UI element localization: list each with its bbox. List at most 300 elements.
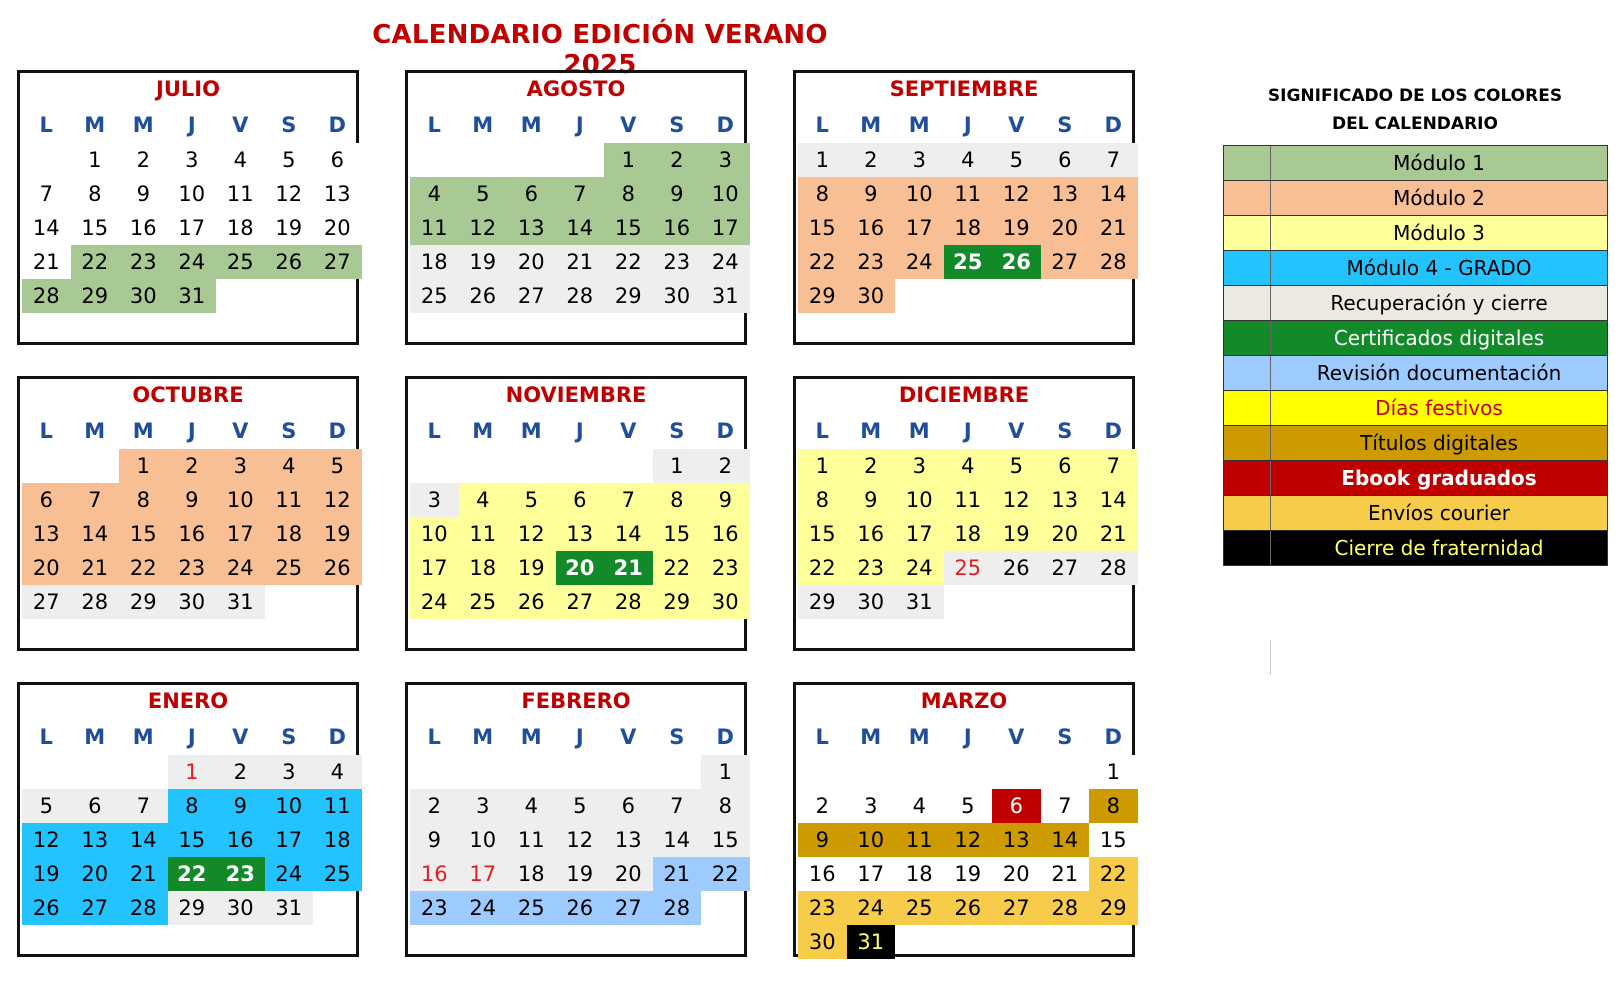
weekday-header: D (716, 113, 734, 137)
day-cell: 13 (992, 823, 1041, 857)
day-cell: 15 (798, 517, 847, 551)
day-cell: 16 (216, 823, 265, 857)
day-cell: 6 (71, 789, 120, 823)
day-cell: 10 (265, 789, 314, 823)
day-cell: 28 (604, 585, 653, 619)
day-cell: 12 (265, 177, 314, 211)
day-cell: 19 (265, 211, 314, 245)
legend-label: Módulo 3 (1393, 221, 1485, 245)
month-name: NOVIEMBRE (505, 383, 647, 407)
day-cell: 19 (459, 245, 508, 279)
day-cell: 12 (944, 823, 993, 857)
day-cell: 9 (847, 177, 896, 211)
day-cell: 4 (216, 143, 265, 177)
month-name: SEPTIEMBRE (889, 77, 1039, 101)
day-cell: 16 (653, 211, 702, 245)
day-cell: 4 (265, 449, 314, 483)
day-cell: 30 (701, 585, 750, 619)
weekday-header: D (1104, 725, 1122, 749)
month-noviembre (405, 376, 747, 651)
legend-label: Envíos courier (1368, 501, 1510, 525)
day-cell: 22 (168, 857, 217, 891)
day-cell: 24 (895, 551, 944, 585)
weekday-header: M (132, 419, 154, 443)
day-cell: 21 (119, 857, 168, 891)
day-cell: 26 (313, 551, 362, 585)
day-cell: 14 (71, 517, 120, 551)
day-cell: 22 (119, 551, 168, 585)
day-cell: 1 (168, 755, 217, 789)
day-cell: 18 (410, 245, 459, 279)
weekday-header: D (328, 725, 346, 749)
weekday-header: V (1008, 113, 1025, 137)
day-cell: 18 (895, 857, 944, 891)
day-cell: 29 (71, 279, 120, 313)
day-cell: 5 (944, 789, 993, 823)
day-cell: 6 (556, 483, 605, 517)
day-cell: 15 (653, 517, 702, 551)
day-cell: 21 (71, 551, 120, 585)
day-cell: 20 (1041, 517, 1090, 551)
day-cell: 20 (71, 857, 120, 891)
day-cell: 9 (798, 823, 847, 857)
day-cell: 13 (1041, 483, 1090, 517)
day-cell: 17 (265, 823, 314, 857)
weekday-header: S (281, 725, 297, 749)
day-cell: 15 (71, 211, 120, 245)
weekday-header: L (427, 419, 441, 443)
day-cell: 14 (604, 517, 653, 551)
day-cell: 31 (701, 279, 750, 313)
day-cell: 21 (604, 551, 653, 585)
day-cell: 7 (1089, 449, 1138, 483)
day-cell: 6 (1041, 143, 1090, 177)
day-cell: 26 (459, 279, 508, 313)
weekday-header: L (815, 725, 829, 749)
legend-item (1224, 531, 1608, 566)
weekday-header: S (1057, 725, 1073, 749)
day-cell: 7 (1041, 789, 1090, 823)
day-cell: 7 (22, 177, 71, 211)
weekday-header: M (908, 419, 930, 443)
weekday-header: M (860, 419, 882, 443)
weekday-header: D (716, 419, 734, 443)
day-cell: 16 (798, 857, 847, 891)
weekday-header: L (427, 725, 441, 749)
day-cell: 29 (604, 279, 653, 313)
day-cell: 9 (410, 823, 459, 857)
day-cell: 21 (1089, 517, 1138, 551)
day-cell: 19 (556, 857, 605, 891)
weekday-header: J (963, 113, 972, 137)
day-cell: 20 (992, 857, 1041, 891)
day-cell: 10 (895, 177, 944, 211)
weekday-header: V (620, 725, 637, 749)
day-cell: 25 (410, 279, 459, 313)
day-cell: 5 (459, 177, 508, 211)
day-cell: 27 (22, 585, 71, 619)
day-cell: 7 (119, 789, 168, 823)
day-cell: 9 (119, 177, 168, 211)
month-name: DICIEMBRE (898, 383, 1030, 407)
weekday-header: J (187, 113, 196, 137)
day-cell: 24 (895, 245, 944, 279)
day-cell: 27 (1041, 245, 1090, 279)
day-cell: 12 (992, 483, 1041, 517)
day-cell: 25 (944, 551, 993, 585)
month-octubre (17, 376, 359, 651)
day-cell: 4 (410, 177, 459, 211)
day-cell: 13 (22, 517, 71, 551)
day-cell: 6 (22, 483, 71, 517)
day-cell: 16 (168, 517, 217, 551)
weekday-header: M (860, 113, 882, 137)
day-cell: 9 (168, 483, 217, 517)
day-cell: 3 (265, 755, 314, 789)
day-cell: 21 (653, 857, 702, 891)
weekday-header: S (281, 113, 297, 137)
weekday-header: L (427, 113, 441, 137)
day-cell: 27 (556, 585, 605, 619)
legend-swatch (1224, 181, 1271, 215)
day-cell: 10 (168, 177, 217, 211)
day-cell: 13 (71, 823, 120, 857)
day-cell: 1 (71, 143, 120, 177)
day-cell: 13 (507, 211, 556, 245)
day-cell: 7 (71, 483, 120, 517)
legend-swatch (1224, 251, 1271, 285)
day-cell: 4 (895, 789, 944, 823)
day-cell: 14 (1089, 483, 1138, 517)
day-cell: 4 (507, 789, 556, 823)
day-cell: 6 (507, 177, 556, 211)
legend-label: Días festivos (1375, 396, 1503, 420)
day-cell: 8 (798, 177, 847, 211)
day-cell: 2 (168, 449, 217, 483)
day-cell: 31 (265, 891, 314, 925)
day-cell: 13 (313, 177, 362, 211)
legend-label: Módulo 1 (1393, 151, 1485, 175)
month-name: MARZO (920, 689, 1008, 713)
page-title: CALENDARIO EDICIÓN VERANO 2025 (372, 20, 828, 80)
day-cell: 1 (798, 449, 847, 483)
month-name: ENERO (147, 689, 229, 713)
day-cell: 17 (168, 211, 217, 245)
day-cell: 15 (701, 823, 750, 857)
day-cell: 11 (459, 517, 508, 551)
weekday-header: L (39, 725, 53, 749)
day-cell: 19 (507, 551, 556, 585)
weekday-header: V (620, 419, 637, 443)
day-cell: 13 (556, 517, 605, 551)
day-cell: 12 (313, 483, 362, 517)
day-cell: 21 (1041, 857, 1090, 891)
legend-swatch (1224, 286, 1271, 320)
weekday-header: M (84, 725, 106, 749)
day-cell: 15 (119, 517, 168, 551)
day-cell: 17 (459, 857, 508, 891)
legend-label: Cierre de fraternidad (1334, 536, 1544, 560)
weekday-header: M (84, 419, 106, 443)
day-cell: 27 (71, 891, 120, 925)
legend-item (1224, 391, 1608, 426)
legend-item (1224, 146, 1608, 181)
legend-swatch (1224, 216, 1271, 250)
day-cell: 28 (119, 891, 168, 925)
day-cell: 17 (895, 211, 944, 245)
day-cell: 15 (168, 823, 217, 857)
day-cell: 2 (119, 143, 168, 177)
day-cell: 30 (847, 585, 896, 619)
day-cell: 6 (1041, 449, 1090, 483)
day-cell: 13 (1041, 177, 1090, 211)
day-cell: 24 (265, 857, 314, 891)
day-cell: 20 (507, 245, 556, 279)
legend-label: Módulo 4 - GRADO (1346, 256, 1532, 280)
weekday-header: M (520, 725, 542, 749)
day-cell: 9 (847, 483, 896, 517)
day-cell: 12 (992, 177, 1041, 211)
day-cell: 8 (701, 789, 750, 823)
legend-label: Títulos digitales (1360, 431, 1518, 455)
day-cell: 3 (410, 483, 459, 517)
day-cell: 8 (168, 789, 217, 823)
weekday-header: S (669, 113, 685, 137)
day-cell: 4 (944, 449, 993, 483)
day-cell: 2 (798, 789, 847, 823)
legend-label: Ebook graduados (1341, 466, 1537, 490)
day-cell: 14 (22, 211, 71, 245)
weekday-header: J (575, 113, 584, 137)
day-cell: 28 (71, 585, 120, 619)
day-cell: 3 (168, 143, 217, 177)
day-cell: 1 (701, 755, 750, 789)
day-cell: 28 (556, 279, 605, 313)
day-cell: 14 (653, 823, 702, 857)
weekday-header: M (908, 113, 930, 137)
weekday-header: J (575, 725, 584, 749)
day-cell: 24 (168, 245, 217, 279)
day-cell: 20 (22, 551, 71, 585)
day-cell: 6 (604, 789, 653, 823)
day-cell: 29 (798, 585, 847, 619)
weekday-header: M (472, 725, 494, 749)
day-cell: 19 (992, 517, 1041, 551)
day-cell: 23 (119, 245, 168, 279)
legend-swatch (1224, 496, 1271, 530)
day-cell: 10 (410, 517, 459, 551)
day-cell: 30 (168, 585, 217, 619)
day-cell: 5 (992, 449, 1041, 483)
day-cell: 30 (119, 279, 168, 313)
day-cell: 23 (847, 245, 896, 279)
day-cell: 22 (1089, 857, 1138, 891)
day-cell: 14 (556, 211, 605, 245)
weekday-header: V (620, 113, 637, 137)
weekday-header: L (39, 113, 53, 137)
month-name: AGOSTO (526, 77, 626, 101)
legend-item (1224, 461, 1608, 496)
day-cell: 11 (944, 177, 993, 211)
day-cell: 27 (992, 891, 1041, 925)
day-cell: 13 (604, 823, 653, 857)
day-cell: 22 (798, 551, 847, 585)
day-cell: 9 (216, 789, 265, 823)
day-cell: 17 (701, 211, 750, 245)
day-cell: 3 (895, 143, 944, 177)
weekday-header: D (1104, 113, 1122, 137)
day-cell: 10 (847, 823, 896, 857)
day-cell: 20 (604, 857, 653, 891)
day-cell: 2 (847, 449, 896, 483)
weekday-header: S (669, 419, 685, 443)
legend-item (1224, 251, 1608, 286)
month-diciembre (793, 376, 1135, 651)
day-cell: 3 (701, 143, 750, 177)
day-cell: 11 (265, 483, 314, 517)
month-name: FEBRERO (521, 689, 631, 713)
day-cell: 24 (701, 245, 750, 279)
weekday-header: J (963, 725, 972, 749)
day-cell: 7 (653, 789, 702, 823)
day-cell: 24 (847, 891, 896, 925)
legend-swatch (1224, 391, 1271, 425)
weekday-header: L (815, 419, 829, 443)
month-marzo (793, 682, 1135, 957)
day-cell: 17 (216, 517, 265, 551)
day-cell: 18 (459, 551, 508, 585)
day-cell: 7 (1089, 143, 1138, 177)
day-cell: 23 (847, 551, 896, 585)
day-cell: 15 (604, 211, 653, 245)
day-cell: 23 (410, 891, 459, 925)
day-cell: 18 (265, 517, 314, 551)
day-cell: 16 (847, 211, 896, 245)
day-cell: 21 (22, 245, 71, 279)
day-cell: 19 (313, 517, 362, 551)
day-cell: 24 (410, 585, 459, 619)
day-cell: 16 (119, 211, 168, 245)
month-septiembre (793, 70, 1135, 345)
weekday-header: M (520, 419, 542, 443)
day-cell: 2 (410, 789, 459, 823)
legend-swatch (1224, 321, 1271, 355)
day-cell: 26 (507, 585, 556, 619)
color-legend (1223, 145, 1608, 566)
day-cell: 21 (1089, 211, 1138, 245)
weekday-header: M (520, 113, 542, 137)
day-cell: 16 (701, 517, 750, 551)
day-cell: 23 (798, 891, 847, 925)
day-cell: 14 (1089, 177, 1138, 211)
legend-item (1224, 496, 1608, 531)
day-cell: 30 (847, 279, 896, 313)
day-cell: 8 (71, 177, 120, 211)
day-cell: 15 (798, 211, 847, 245)
day-cell: 28 (1089, 551, 1138, 585)
legend-title-line2: DEL CALENDARIO (1332, 114, 1498, 134)
legend-item (1224, 181, 1608, 216)
day-cell: 31 (847, 925, 896, 959)
day-cell: 6 (992, 789, 1041, 823)
day-cell: 31 (216, 585, 265, 619)
legend-label: Certificados digitales (1333, 326, 1545, 350)
day-cell: 30 (216, 891, 265, 925)
day-cell: 10 (701, 177, 750, 211)
day-cell: 8 (653, 483, 702, 517)
day-cell: 20 (1041, 211, 1090, 245)
weekday-header: S (1057, 419, 1073, 443)
day-cell: 11 (410, 211, 459, 245)
day-cell: 20 (556, 551, 605, 585)
day-cell: 1 (653, 449, 702, 483)
weekday-header: D (328, 113, 346, 137)
day-cell: 15 (1089, 823, 1138, 857)
day-cell: 28 (22, 279, 71, 313)
day-cell: 5 (992, 143, 1041, 177)
day-cell: 8 (1089, 789, 1138, 823)
legend-label: Módulo 2 (1393, 186, 1485, 210)
day-cell: 28 (1041, 891, 1090, 925)
legend-title-line1: SIGNIFICADO DE LOS COLORES (1267, 86, 1563, 106)
day-cell: 29 (168, 891, 217, 925)
month-name: JULIO (156, 77, 220, 101)
day-cell: 18 (944, 517, 993, 551)
day-cell: 4 (313, 755, 362, 789)
day-cell: 14 (119, 823, 168, 857)
weekday-header: V (232, 113, 249, 137)
day-cell: 17 (847, 857, 896, 891)
weekday-header: J (187, 419, 196, 443)
weekday-header: D (1104, 419, 1122, 443)
day-cell: 26 (265, 245, 314, 279)
day-cell: 31 (895, 585, 944, 619)
day-cell: 22 (71, 245, 120, 279)
day-cell: 26 (22, 891, 71, 925)
legend-item (1224, 321, 1608, 356)
weekday-header: S (1057, 113, 1073, 137)
weekday-header: M (860, 725, 882, 749)
day-cell: 11 (507, 823, 556, 857)
divider (1270, 640, 1271, 675)
day-cell: 25 (265, 551, 314, 585)
day-cell: 24 (216, 551, 265, 585)
legend-swatch (1224, 531, 1271, 565)
weekday-header: J (187, 725, 196, 749)
weekday-header: V (232, 725, 249, 749)
day-cell: 23 (216, 857, 265, 891)
day-cell: 16 (410, 857, 459, 891)
day-cell: 27 (313, 245, 362, 279)
day-cell: 21 (556, 245, 605, 279)
day-cell: 11 (313, 789, 362, 823)
day-cell: 29 (1089, 891, 1138, 925)
day-cell: 3 (895, 449, 944, 483)
legend-item (1224, 216, 1608, 251)
day-cell: 7 (556, 177, 605, 211)
day-cell: 27 (604, 891, 653, 925)
weekday-header: V (1008, 419, 1025, 443)
day-cell: 18 (507, 857, 556, 891)
day-cell: 5 (22, 789, 71, 823)
day-cell: 5 (313, 449, 362, 483)
day-cell: 1 (798, 143, 847, 177)
day-cell: 2 (653, 143, 702, 177)
day-cell: 12 (507, 517, 556, 551)
legend-item (1224, 286, 1608, 321)
month-agosto (405, 70, 747, 345)
day-cell: 9 (701, 483, 750, 517)
